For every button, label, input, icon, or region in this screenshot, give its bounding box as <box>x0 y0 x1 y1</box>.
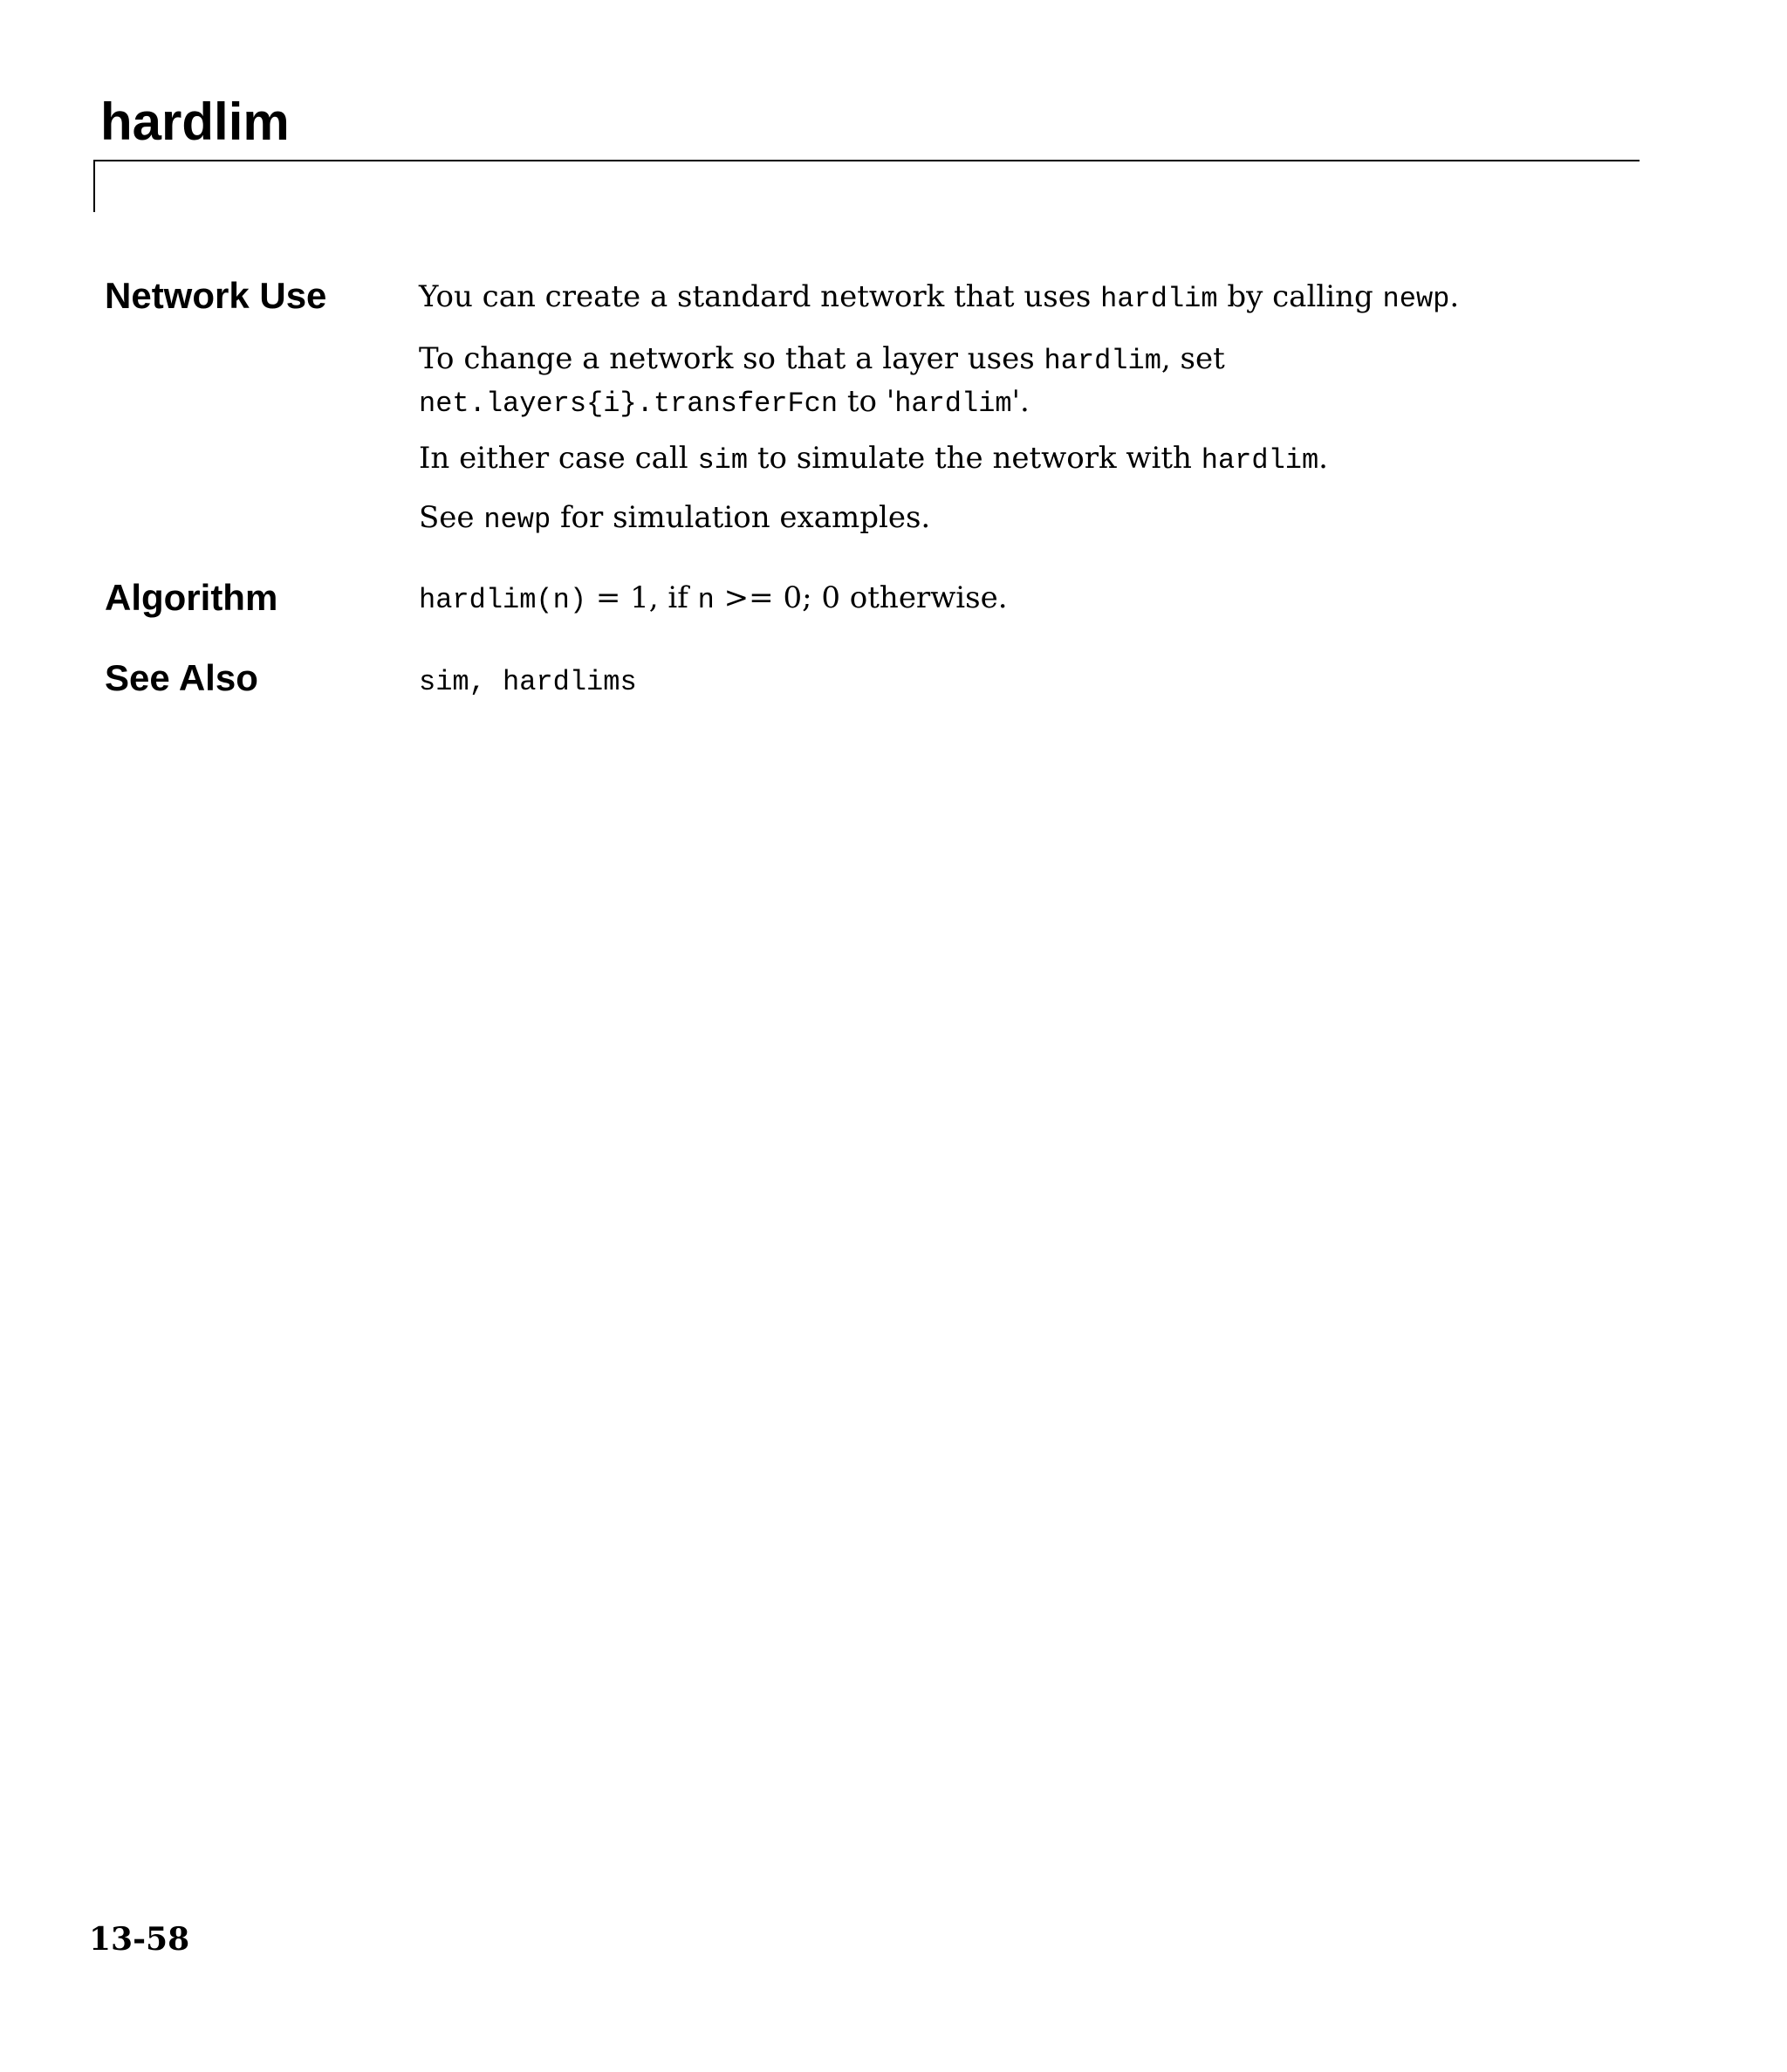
text: In either case call <box>419 441 698 476</box>
text: You can create a standard network that uses <box>419 279 1101 314</box>
text: >= 0; 0 otherwise. <box>714 580 1008 615</box>
header-rule <box>93 160 1640 161</box>
section-heading-see-also: See Also <box>105 657 258 698</box>
code-transfer-fcn: net.layers{i}.transferFcn <box>419 388 839 420</box>
header-rule-corner <box>93 160 95 212</box>
page-title: hardlim <box>100 93 290 151</box>
text: To change a network so that a layer uses <box>419 341 1044 376</box>
network-use-paragraph-4 <box>419 497 1606 540</box>
algorithm-paragraph <box>419 578 1606 621</box>
section-heading-algorithm: Algorithm <box>105 577 278 618</box>
code-hardlim-n: hardlim(n) <box>419 584 587 616</box>
text: . <box>1318 441 1328 476</box>
text: , set <box>1161 341 1225 376</box>
code-newp: newp <box>483 504 551 536</box>
text: for simulation examples. <box>551 500 931 535</box>
section-heading-network-use: Network Use <box>105 275 327 316</box>
code-hardlim: hardlim <box>1201 444 1319 477</box>
text: to simulate the network with <box>748 441 1202 476</box>
code-newp: newp <box>1382 283 1450 315</box>
code-hardlim: hardlim <box>1100 283 1218 315</box>
text: to ' <box>838 384 895 419</box>
network-use-paragraph-3 <box>419 438 1606 481</box>
code-hardlim: hardlim <box>894 388 1012 420</box>
text: '. <box>1011 384 1030 419</box>
text: by calling <box>1217 279 1383 314</box>
code-sim: sim <box>697 444 749 477</box>
text: See <box>419 500 484 535</box>
code-see-also-links: sim, hardlims <box>419 666 637 698</box>
text: . <box>1449 279 1460 314</box>
network-use-paragraph-2 <box>419 339 1606 424</box>
see-also-paragraph <box>419 660 1606 703</box>
code-n: n <box>697 584 715 616</box>
text: = 1, if <box>586 580 698 615</box>
page-number: 13-58 <box>89 1921 190 1958</box>
code-hardlim: hardlim <box>1044 345 1161 377</box>
network-use-paragraph-1 <box>419 277 1606 319</box>
